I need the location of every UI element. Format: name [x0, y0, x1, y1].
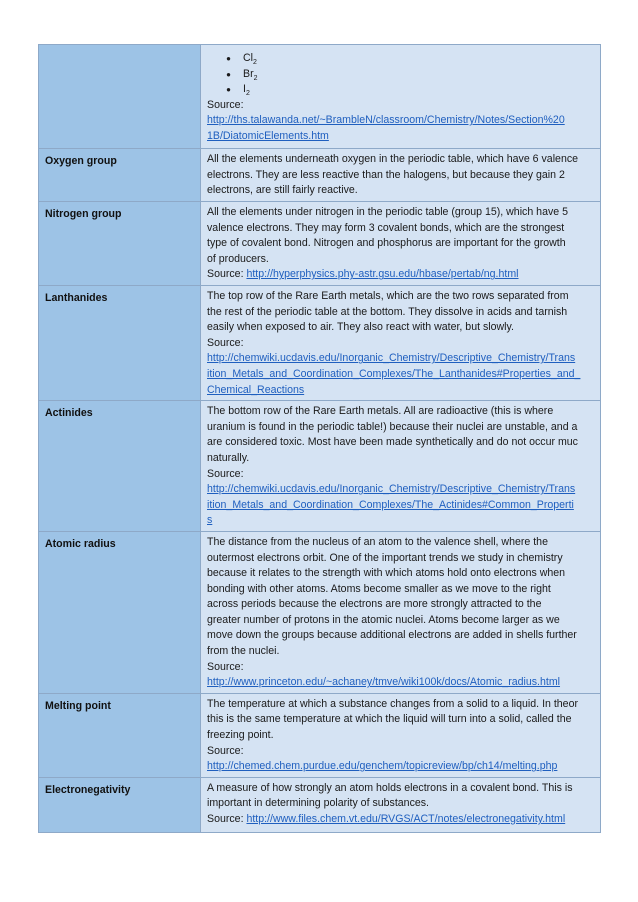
source-label: Source: — [207, 98, 244, 111]
glossary-table — [38, 44, 601, 833]
source-link[interactable]: http://ths.talawanda.net/~BrambleN/classroom/Chemistry/Notes/Section%20 — [207, 114, 565, 127]
term-cell — [39, 286, 201, 401]
definition-line: The top row of the Rare Earth metals, which are the two rows separated from — [207, 290, 569, 302]
definition-line: All the elements underneath oxygen in the periodic table, which have 6 valence — [207, 153, 579, 165]
definition-line: outermost electrons orbit. One of the important trends we study in chemistry — [207, 551, 563, 564]
definition-line: move down the groups because additional electrons are added in shells further — [207, 629, 577, 642]
definition-line: easily when exposed to air. They also react with water, but slowly. — [207, 321, 514, 334]
source-label: Source: — [207, 268, 247, 281]
definition-cell — [201, 693, 601, 777]
definition-cell — [201, 401, 601, 532]
term-label: Actinides — [45, 407, 93, 420]
definition-line: this is the same temperature at which the liquid will turn into a solid, called the — [207, 713, 572, 726]
term-cell — [39, 401, 201, 532]
source-link[interactable]: http://chemed.chem.purdue.edu/genchem/topicreview/bp/ch14/melting.php — [207, 760, 558, 773]
definition-line: bonding with other atoms. Atoms become smaller as we move to the right — [207, 582, 551, 595]
definition-line: uranium is found in the periodic table!) because their nuclei are unstable, and a — [207, 420, 578, 433]
definition-line: electrons. They are less reactive than the halogens, but because they gain 2 — [207, 168, 565, 181]
definition-cell — [201, 531, 601, 693]
list-item: ● $Br_2$ — [207, 67, 600, 83]
definition-line: A measure of how strongly an atom holds electrons in a covalent bond. This is — [207, 781, 573, 794]
term-cell — [39, 149, 201, 202]
definition-line: greater number of protons in the atomic nuclei. Atoms become larger as we — [207, 613, 560, 626]
term-cell — [39, 531, 201, 693]
definition-cell — [201, 202, 601, 286]
definition-cell — [201, 777, 601, 832]
definition-line: important in determining polarity of substances. — [207, 797, 429, 810]
table-row — [39, 531, 601, 693]
definition-line: The distance from the nucleus of an atom to the valence shell, where the — [207, 535, 548, 548]
bullet-list — [207, 51, 600, 98]
source-link[interactable]: 1B/DiatomicElements.htm — [207, 129, 329, 142]
document-page — [38, 44, 601, 833]
source-link[interactable]: http://chemwiki.ucdavis.edu/Inorganic_Chemistry/Descriptive_Chemistry/Trans — [207, 483, 576, 496]
source-link[interactable]: Chemical_Reactions — [207, 383, 305, 396]
definition-line: The bottom row of the Rare Earth metals. All are radioactive (this is where — [207, 405, 554, 418]
table-row — [39, 202, 601, 286]
table-row — [39, 693, 601, 777]
definition-line: across periods because the electrons are more strongly attracted to the — [207, 598, 542, 611]
term-label: Lanthanides — [45, 292, 108, 304]
term-cell — [39, 45, 201, 149]
definition-line: The temperature at which a substance changes from a solid to a liquid. In theor — [207, 697, 578, 710]
table-row — [39, 286, 601, 401]
definition-cell — [201, 45, 601, 149]
list-item: ● $I_2$ — [207, 82, 600, 98]
table-row — [39, 45, 601, 149]
source-line — [207, 812, 600, 828]
source-link[interactable]: http://hyperphysics.phy-astr.gsu.edu/hbase/pertab/ng.html — [246, 268, 519, 281]
definition-line: naturally. — [207, 451, 250, 464]
term-cell — [39, 693, 201, 777]
source-link[interactable]: http://chemwiki.ucdavis.edu/Inorganic_Chemistry/Descriptive_Chemistry/Trans — [207, 352, 576, 365]
table-row — [39, 401, 601, 532]
term-label: Electronegativity — [45, 783, 131, 796]
definition-line: are considered toxic. Most have been made synthetically and do not occur muc — [207, 436, 578, 449]
term-label: Atomic radius — [45, 537, 116, 550]
definition-line: from the nuclei. — [207, 645, 280, 658]
source-label: Source: — [207, 660, 244, 673]
term-label: Melting point — [45, 699, 111, 712]
definition-cell — [201, 149, 601, 202]
term-cell — [39, 777, 201, 832]
source-link[interactable]: http://www.princeton.edu/~achaney/tmve/wiki100k/docs/Atomic_radius.html — [207, 676, 561, 689]
source-link[interactable]: http://www.files.chem.vt.edu/RVGS/ACT/notes/electronegativity.html — [246, 813, 566, 825]
definition-line: electrons, are still fairly reactive. — [207, 184, 358, 197]
source-link[interactable]: ition_Metals_and_Coordination_Complexes/The_Lanthanides#Properties_and_ — [207, 367, 581, 380]
definition-line: All the elements under nitrogen in the periodic table (group 15), which have 5 — [207, 206, 568, 218]
term-label — [39, 45, 200, 49]
source-line — [207, 267, 600, 283]
source-label: Source: — [207, 744, 244, 757]
definition-line: because it relates to the strength with which atoms hold onto electrons when — [207, 567, 566, 580]
definition-line: of producers. — [207, 252, 269, 265]
source-link[interactable]: ition_Metals_and_Coordination_Complexes/The_Actinides#Common_Properti — [207, 498, 574, 511]
table-row — [39, 149, 601, 202]
list-item: ● $Cl_2$ — [207, 51, 600, 67]
source-link[interactable]: s — [207, 514, 213, 527]
table-row — [39, 777, 601, 832]
definition-line: freezing point. — [207, 729, 274, 742]
definition-line: the rest of the periodic table at the bottom. They dissolve in acids and tarnish — [207, 305, 568, 318]
term-cell — [39, 202, 201, 286]
definition-line: valence electrons. They may form 3 covalent bonds, which are the strongest — [207, 221, 565, 234]
term-label: Nitrogen group — [45, 208, 122, 220]
definition-cell — [201, 286, 601, 401]
source-label: Source: — [207, 336, 244, 349]
term-label: Oxygen group — [45, 155, 117, 167]
source-label: Source: — [207, 467, 244, 480]
definition-line: type of covalent bond. Nitrogen and phosphorus are important for the growth — [207, 237, 566, 250]
source-label: Source: — [207, 813, 247, 825]
